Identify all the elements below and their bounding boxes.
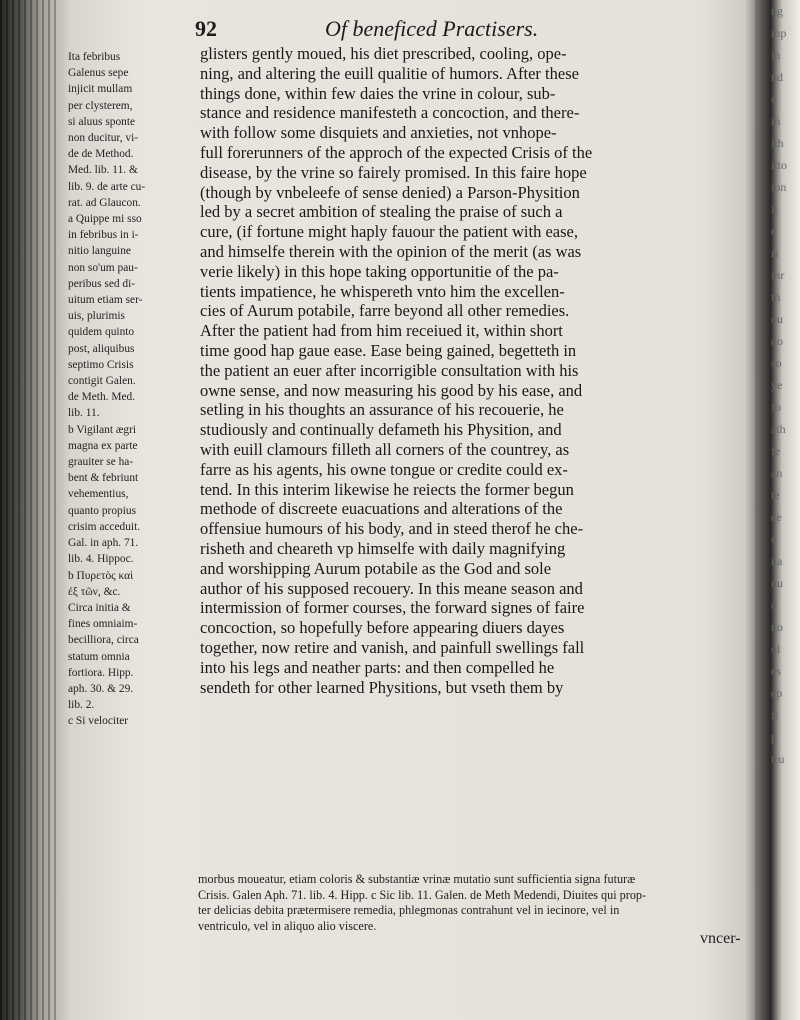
- text-line: with euill clamours filleth all corners of the countrey, as: [200, 439, 570, 459]
- margin-note-line: contigit Galen.: [68, 375, 136, 388]
- bleed-fragment: m: [771, 114, 781, 128]
- bleed-fragment: ou: [771, 312, 783, 326]
- text-line: tients impatience, he whispereth vnto him the excellen-: [200, 281, 565, 301]
- bleed-fragment: fe: [771, 444, 781, 458]
- bleed-fragment: an: [771, 466, 783, 480]
- running-head: [195, 16, 755, 46]
- text-line: things done, within few daies the vrine in colour, sub-: [200, 83, 556, 103]
- margin-note-line: de de Method.: [68, 148, 134, 161]
- bleed-fragment: no: [771, 620, 783, 634]
- margin-note-line: septimo Crisis: [68, 358, 134, 371]
- margin-note-line: injicit mullam: [68, 83, 133, 96]
- bleed-fragment: te: [771, 488, 780, 502]
- text-line: into his legs and neather parts: and then compelled he: [200, 657, 555, 677]
- bleed-fragment: o: [771, 598, 777, 612]
- bleed-fragment: inr: [771, 268, 785, 282]
- footnotes: [198, 872, 743, 934]
- margin-note-line: Med. lib. 11. &: [68, 164, 138, 177]
- bleed-fragment: p: [771, 730, 777, 744]
- margin-note-line: nitio languine: [68, 245, 131, 258]
- margin-note-line: a Quippe mi sso: [68, 213, 142, 226]
- bleed-fragment: e: [771, 224, 777, 238]
- bleed-fragment: ng: [771, 4, 783, 18]
- text-line: After the patient had from him receiued it, within short: [200, 321, 563, 341]
- next-page-bleed: [765, 0, 800, 1020]
- margin-note-line: Ita febribus: [68, 51, 121, 63]
- bleed-fragment: nd: [771, 70, 783, 84]
- margin-note-line: vehementius,: [68, 488, 129, 501]
- text-line: led by a secret ambition of stealing the praise of such a: [200, 202, 563, 222]
- margin-note-line: Galenus sepe: [68, 67, 129, 80]
- text-line: studiously and continually defameth his Physition, and: [200, 420, 562, 440]
- margin-note-line: bent & febriunt: [68, 472, 139, 485]
- margin-note-line: statum omnia: [68, 650, 130, 663]
- text-line: tend. In this interim likewise he reiects the former begun: [200, 479, 574, 499]
- margin-note-line: grauiter se ha-: [68, 456, 134, 469]
- bleed-fragment: th: [771, 290, 781, 304]
- text-line: cure, (if fortune might haply fauour the patient with ease,: [200, 222, 578, 242]
- text-line: setling in his thoughts an assurance of his recouerie, he: [200, 400, 564, 420]
- bleed-fragment: itto: [771, 158, 788, 172]
- margin-note-line: rat. ad Glaucon.: [68, 196, 141, 209]
- margin-note-line: lib. 4. Hippoc.: [68, 553, 134, 566]
- margin-note-line: becilliora, circa: [68, 634, 139, 647]
- margin-note-line: c Si velociter: [68, 715, 129, 728]
- margin-note-line: si aluus sponte: [68, 115, 136, 128]
- margin-note-line: aph. 30. & 29.: [68, 682, 134, 695]
- text-line: offensiue humours of his body, and in steed therof he che-: [200, 519, 584, 539]
- bleed-fragment: mp: [771, 26, 787, 40]
- margin-note-line: non ducitur, vi-: [68, 132, 139, 145]
- text-line: farre as his agents, his owne tongue or credite could ex-: [200, 459, 568, 479]
- bleed-fragment: ri: [771, 246, 779, 260]
- bleed-fragment: ep: [771, 686, 783, 700]
- bleed-fragment: nu: [771, 576, 783, 590]
- bleed-fragment: do: [771, 334, 783, 348]
- bleed-fragment: in: [771, 48, 781, 62]
- margin-note-line: quidem quinto: [68, 326, 135, 339]
- text-line: risheth and cheareth vp himselfe with daily magnifying: [200, 538, 566, 558]
- footnote-line: morbus moueatur, etiam coloris & substantiæ vrinæ mutatio sunt sufficientia signa futuræ: [198, 872, 636, 886]
- catchword: vncer-: [700, 930, 741, 947]
- text-line: sendeth for other learned Physitions, but vseth them by: [200, 677, 564, 697]
- margin-notes: [68, 50, 196, 731]
- margin-note-line: per clysterem,: [68, 99, 133, 112]
- margin-note-line: crisim acceduit.: [68, 520, 141, 533]
- text-line: owne sense, and now measuring his good by his ease, and: [200, 380, 583, 400]
- text-line: and himselfe therein with the opinion of the merit (as was: [200, 241, 582, 261]
- bleed-fragment: ol: [771, 642, 781, 656]
- footnote-line: ter delicias debita prætermisere remedia, phlegmonas contrahunt vel in iecinore, vel in: [198, 903, 620, 918]
- text-line: intermission of former courses, the forward signes of faire: [200, 598, 585, 618]
- bleed-fragment: es: [771, 664, 781, 678]
- margin-note-line: Gal. in aph. 71.: [68, 537, 139, 550]
- footnote-line: Crisis. Galen Aph. 71. lib. 4. Hipp. c Sic lib. 11. Galen. de Meth Medendi, Diuites qui prop-: [198, 887, 647, 902]
- bleed-fragment: e: [771, 92, 777, 106]
- text-line: author of his supposed recouery. In this meane season and: [200, 578, 583, 598]
- text-line: the patient an euer after incorrigible consultation with his: [200, 360, 579, 380]
- bleed-fragment: ath: [771, 422, 786, 436]
- margin-note-line: quanto propius: [68, 504, 137, 517]
- margin-note-line: de Meth. Med.: [68, 391, 136, 404]
- bleed-fragment: ye: [771, 378, 783, 392]
- bleed-fragment: ion: [771, 180, 787, 194]
- bleed-fragment: e: [771, 532, 777, 546]
- text-line: together, now retire and vanish, and painfull swellings fall: [200, 637, 585, 657]
- margin-note-line: uitum etiam ser-: [68, 294, 143, 307]
- bleed-fragment: ii: [771, 202, 778, 216]
- text-line: full forerunners of the approch of the expected Crisis of the: [200, 142, 593, 162]
- margin-note-line: b Vigilant ægri: [68, 423, 137, 436]
- margin-note-line: in febribus in i-: [68, 229, 139, 242]
- text-line: methode of discreete euacuations and alterations of the: [200, 499, 563, 519]
- left-page-edge: [0, 0, 60, 1020]
- text-line: (though by vnbeleefe of sense denied) a Parson-Physition: [200, 182, 580, 202]
- margin-note-line: lib. 9. de arte cu-: [68, 180, 146, 193]
- text-line: stance and residence manifesteth a concoction, and there-: [200, 103, 580, 123]
- page-number: 92: [195, 16, 217, 41]
- footnote-line: ventriculo, vel in aliquo alio viscere.: [198, 918, 377, 933]
- bleed-fragment: ee: [771, 510, 782, 524]
- text-line: time good hap gaue ease. Ease being gained, begetteth in: [200, 340, 577, 360]
- bleed-fragment: fi: [771, 708, 779, 722]
- margin-note-line: fortiora. Hipp.: [68, 666, 134, 679]
- text-line: glisters gently moued, his diet prescribed, cooling, ope-: [200, 44, 567, 63]
- running-title: Of beneficed Practisers.: [325, 16, 539, 41]
- bleed-fragment: so: [771, 356, 782, 370]
- margin-note-line: magna ex parte: [68, 439, 138, 452]
- margin-note-line: lib. 2.: [68, 699, 95, 712]
- text-line: disease, by the vrine so fairely promised. In this faire hope: [200, 162, 587, 182]
- margin-note-line: post, aliquibus: [68, 342, 135, 355]
- bleed-fragment: ith: [771, 136, 784, 150]
- margin-note-line: Circa initia &: [68, 601, 131, 614]
- text-line: verie likely) in this hope taking opportunitie of the pa-: [200, 261, 559, 281]
- margin-note-line: non so'um pau-: [68, 261, 138, 274]
- text-line: concoction, so hopefully before appearing diuers dayes: [200, 618, 565, 638]
- text-line: cies of Aurum potabile, farre beyond all other remedies.: [200, 301, 570, 321]
- margin-note-line: peribus sed di-: [68, 277, 136, 290]
- text-line: ning, and altering the euill qualitie of humors. After these: [200, 63, 579, 83]
- text-line: and worshipping Aurum potabile as the God and sole: [200, 558, 552, 578]
- bleed-fragment: tru: [771, 752, 785, 766]
- margin-note-line: fines omniaim-: [68, 618, 138, 631]
- margin-note-line: lib. 11.: [68, 407, 100, 420]
- margin-note-line: ἐξ τῶν, &c.: [68, 585, 121, 598]
- margin-note-line: uis, plurimis: [68, 310, 125, 323]
- main-text: [200, 44, 740, 697]
- bleed-fragment: fo: [771, 400, 781, 414]
- margin-note-line: b Πυρετὸς καὶ: [68, 569, 134, 582]
- text-line: with follow some disquiets and anxieties, not vnhope-: [200, 123, 557, 143]
- bleed-fragment: na: [771, 554, 783, 568]
